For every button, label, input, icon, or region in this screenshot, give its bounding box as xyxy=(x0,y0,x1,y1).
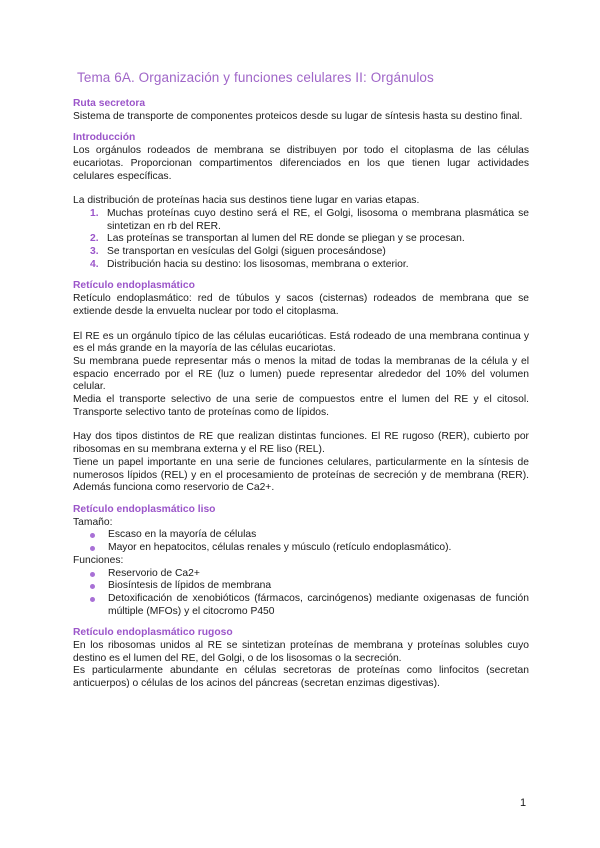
heading-rel: Retículo endoplasmático liso xyxy=(73,503,216,515)
list-item-text: Distribución hacia su destino: los lisosomas, membrana o exterior. xyxy=(107,258,409,270)
bullet-icon xyxy=(90,533,95,538)
list-item-text: Detoxificación de xenobióticos (fármacos, carcinógenos) mediante oxigenasas de función múltiple (MFOs) y el citocromo P450 xyxy=(108,592,529,617)
list-item-text: Muchas proteínas cuyo destino será el RE, el Golgi, lisosoma o membrana plasmática se sintetizan en rb del RER. xyxy=(107,207,529,232)
list-item-text: Mayor en hepatocitos, células renales y músculo (retículo endoplasmático). xyxy=(108,542,452,554)
bullet-list-size xyxy=(73,529,529,554)
list-item xyxy=(73,580,529,593)
list-item xyxy=(73,568,529,581)
paragraph: El RE es un orgánulo típico de las células eucarióticas. Está rodeado de una membrana continua y es el más grande en la mayoría de las células eucariotas. xyxy=(73,330,529,355)
list-number: 2. xyxy=(90,233,99,245)
paragraph: Los orgánulos rodeados de membrana se distribuyen por todo el citoplasma de las células eucariotas. Proporcionan compartimentos diferenciados en los que tienen lugar actividades celulares específicas. xyxy=(73,145,529,182)
paragraph: Retículo endoplasmático: red de túbulos y sacos (cisternas) rodeados de membrana que se extiende desde la envuelta nuclear por todo el citoplasma. xyxy=(73,293,529,317)
list-item xyxy=(73,233,529,246)
list-item-text: Se transportan en vesículas del Golgi (siguen procesándose) xyxy=(107,246,386,258)
paragraph: La distribución de proteínas hacia sus destinos tiene lugar en varias etapas. xyxy=(73,195,420,207)
paragraph: En los ribosomas unidos al RE se sintetizan proteínas de membrana y proteínas solubles cuyo destino es el lumen del RE, del Golgi, o de los lisosomas o la secreción. xyxy=(73,640,529,664)
paragraph: Sistema de transporte de componentes proteicos desde su lugar de síntesis hasta su destino final. xyxy=(73,110,523,122)
paragraph: Media el transporte selectivo de una serie de compuestos entre el lumen del RE y el citosol. Transporte selectivo tanto de proteínas como de lípidos. xyxy=(73,394,529,418)
list-item xyxy=(73,246,529,259)
list-item-text: Escaso en la mayoría de células xyxy=(108,529,257,541)
list-item-text: Biosíntesis de lípidos de membrana xyxy=(108,580,272,592)
bullet-icon xyxy=(90,572,95,577)
paragraph: Su membrana puede representar más o menos la mitad de todas la membranas de la célula y el espacio encerrado por el RE (luz o lumen) puede representar alrededor del 10% del volumen celular. xyxy=(73,355,529,393)
paragraph: Es particularmente abundante en células secretoras de proteínas como linfocitos (secretan anticuerpos) o células de los acinos del páncreas (secretan enzimas digestivas). xyxy=(73,665,529,690)
document-body xyxy=(73,98,529,691)
size-label: Tamaño: xyxy=(73,516,113,528)
functions-label: Funciones: xyxy=(73,554,124,566)
document-title: Tema 6A. Organización y funciones celulares II: Orgánulos xyxy=(77,70,434,85)
bullet-list-functions xyxy=(73,568,529,619)
list-number: 4. xyxy=(90,258,99,270)
list-item xyxy=(73,208,529,233)
heading-reticulo-endoplasmatico: Retículo endoplasmático xyxy=(73,280,195,292)
list-number: 1. xyxy=(90,207,99,219)
list-item-text: Las proteínas se transportan al lumen del RE donde se pliegan y se procesan. xyxy=(107,233,465,245)
bullet-icon xyxy=(90,546,95,551)
page-number: 1 xyxy=(520,797,527,809)
heading-rer: Retículo endoplasmático rugoso xyxy=(73,627,233,639)
list-item xyxy=(73,542,529,555)
paragraph: Hay dos tipos distintos de RE que realizan distintas funciones. El RE rugoso (RER), cubierto por ribosomas en su membrana externa y el RE liso (REL). xyxy=(73,431,529,456)
list-item-text: Reservorio de Ca2+ xyxy=(108,567,200,579)
bullet-icon xyxy=(90,597,95,602)
list-item xyxy=(73,593,529,618)
bullet-icon xyxy=(90,584,95,589)
list-number: 3. xyxy=(90,246,99,258)
paragraph: Tiene un papel importante en una serie de funciones celulares, particularmente en la síntesis de numerosos lípidos (REL) y en el procesamiento de proteínas de secreción y de membrana (RER). Además funciona como reservorio de Ca2+. xyxy=(73,456,529,494)
list-item xyxy=(73,259,529,272)
heading-introduccion: Introducción xyxy=(73,132,136,144)
numbered-list xyxy=(73,208,529,272)
list-item xyxy=(73,529,529,542)
heading-ruta-secretora: Ruta secretora xyxy=(73,98,146,109)
